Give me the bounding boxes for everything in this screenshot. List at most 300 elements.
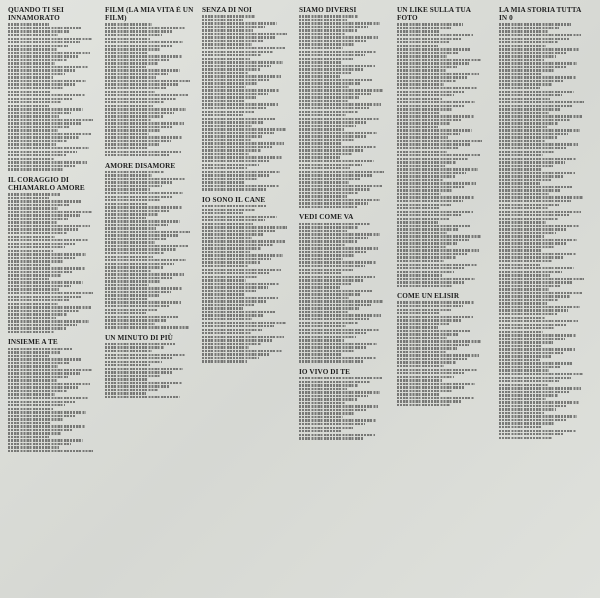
- lyric-line: [397, 301, 474, 303]
- lyric-line: [105, 48, 160, 50]
- lyric-line: [8, 397, 88, 399]
- lyric-line: [105, 368, 183, 370]
- lyric-line: [8, 257, 75, 259]
- lyric-line: [499, 430, 576, 432]
- lyric-line: [299, 178, 360, 180]
- lyric-line: [299, 114, 346, 116]
- lyric-line: [499, 140, 545, 142]
- lyric-line: [397, 52, 459, 54]
- lyric-line: [105, 38, 150, 40]
- lyric-line: [8, 147, 89, 149]
- lyric-line: [105, 129, 161, 131]
- lyric-line: [299, 395, 368, 397]
- lyric-line: [299, 195, 347, 197]
- lyric-line: [499, 179, 551, 181]
- lyric-line: [299, 139, 354, 141]
- lyric-line: [105, 385, 170, 387]
- lyric-line: [8, 246, 65, 248]
- lyric-line: [299, 357, 376, 359]
- lyric-line: [499, 80, 564, 82]
- lyric-line: [499, 422, 554, 424]
- lyric-line: [105, 389, 158, 391]
- lyric-line: [8, 331, 54, 333]
- lyric-line: [397, 354, 479, 356]
- lyric-line: [397, 83, 444, 85]
- lyrics-text: [299, 14, 389, 209]
- lyric-line: [397, 333, 459, 335]
- lyric-line: [499, 278, 584, 280]
- lyric-line: [299, 51, 376, 53]
- lyric-line: [105, 245, 188, 247]
- lyric-line: [8, 267, 85, 269]
- lyric-line: [299, 185, 382, 187]
- lyric-line: [105, 224, 168, 226]
- lyrics-text: [299, 222, 389, 364]
- lyrics-text: [8, 22, 98, 171]
- lyrics-text: [499, 22, 589, 440]
- lyric-line: [8, 274, 61, 276]
- lyric-line: [105, 234, 178, 236]
- lyric-line: [202, 96, 256, 98]
- lyric-line: [499, 66, 566, 68]
- lyric-line: [105, 140, 171, 142]
- lyric-line: [397, 211, 473, 213]
- lyric-line: [202, 139, 251, 141]
- lyric-line: [105, 108, 186, 110]
- lyric-line: [397, 305, 463, 307]
- lyric-line: [8, 48, 57, 50]
- song-block: [105, 162, 195, 330]
- lyric-line: [397, 66, 457, 68]
- lyric-line: [105, 52, 148, 54]
- lyric-line: [202, 142, 284, 144]
- lyric-line: [202, 314, 264, 316]
- lyric-line: [299, 276, 375, 278]
- lyric-line: [105, 188, 150, 190]
- lyric-line: [397, 143, 470, 145]
- lyric-line: [8, 83, 75, 85]
- lyric-line: [299, 22, 380, 24]
- lyrics-text: [105, 170, 195, 330]
- lyric-line: [499, 218, 558, 220]
- lyric-line: [105, 263, 174, 265]
- lyric-line: [202, 279, 246, 281]
- lyric-line: [499, 228, 567, 230]
- lyric-line: [202, 43, 252, 45]
- lyric-line: [499, 101, 584, 103]
- lyric-line: [499, 331, 543, 333]
- lyric-line: [8, 429, 73, 431]
- lyric-line: [105, 59, 170, 61]
- lyric-line: [397, 193, 441, 195]
- lyric-line: [8, 94, 85, 96]
- lyric-line: [202, 47, 285, 49]
- song-title: VEDI COME VA: [299, 213, 354, 222]
- lyric-line: [499, 161, 565, 163]
- song-title: COME UN ELISIR: [397, 292, 460, 301]
- lyric-line: [397, 136, 448, 138]
- lyric-line: [105, 241, 155, 243]
- lyric-line: [299, 153, 352, 155]
- lyric-line: [8, 207, 58, 209]
- lyric-line: [202, 343, 261, 345]
- lyric-line: [105, 91, 155, 93]
- lyric-line: [8, 34, 58, 36]
- lyric-line: [299, 33, 345, 35]
- lyric-line: [202, 226, 287, 228]
- lyric-line: [299, 353, 342, 355]
- lyric-line: [397, 390, 452, 392]
- lyric-line: [105, 126, 173, 128]
- lyric-line: [499, 126, 547, 128]
- lyric-line: [8, 158, 54, 160]
- lyric-line: [397, 344, 469, 346]
- lyric-line: [8, 425, 85, 427]
- lyric-line: [299, 297, 349, 299]
- lyric-line: [202, 339, 272, 341]
- lyric-line: [299, 269, 353, 271]
- lyric-line: [499, 112, 549, 114]
- lyric-line: [202, 205, 267, 207]
- lyric-line: [299, 343, 377, 345]
- lyric-line: [105, 23, 152, 25]
- lyric-line: [499, 48, 579, 50]
- lyric-line: [105, 122, 184, 124]
- lyric-line: [397, 246, 446, 248]
- lyric-line: [8, 197, 49, 199]
- lyric-line: [105, 326, 189, 328]
- lyric-line: [202, 118, 276, 120]
- lyric-line: [8, 351, 60, 353]
- lyric-line: [299, 419, 376, 421]
- lyric-line: [299, 93, 371, 95]
- lyric-line: [105, 319, 167, 321]
- lyric-line: [202, 79, 270, 81]
- lyric-line: [105, 259, 186, 261]
- lyric-line: [299, 188, 370, 190]
- lyric-line: [105, 206, 182, 208]
- lyric-line: [299, 286, 340, 288]
- lyric-line: [105, 69, 180, 71]
- lyric-line: [499, 309, 568, 311]
- lyric-line: [397, 76, 467, 78]
- lyric-line: [8, 408, 53, 410]
- lyric-line: [8, 80, 86, 82]
- lyric-line: [299, 72, 351, 74]
- lyric-line: [499, 143, 578, 145]
- lyric-line: [8, 313, 67, 315]
- lyric-line: [397, 59, 481, 61]
- lyric-line: [397, 253, 467, 255]
- lyric-line: [299, 283, 351, 285]
- lyric-line: [202, 251, 250, 253]
- lyric-line: [8, 126, 69, 128]
- lyric-line: [397, 62, 469, 64]
- lyric-line: [8, 320, 89, 322]
- lyric-line: [8, 228, 78, 230]
- lyric-line: [397, 256, 456, 258]
- lyric-line: [499, 133, 568, 135]
- lyric-line: [397, 122, 450, 124]
- song-block: [397, 292, 487, 407]
- lyric-line: [202, 58, 250, 60]
- lyric-line: [202, 89, 279, 91]
- lyrics-text: [105, 342, 195, 400]
- lyric-line: [202, 33, 287, 35]
- lyric-line: [499, 69, 554, 71]
- lyric-line: [202, 72, 248, 74]
- lyric-line: [8, 386, 78, 388]
- lyric-line: [202, 107, 266, 109]
- lyric-line: [499, 288, 549, 290]
- lyric-line: [397, 69, 446, 71]
- lyric-line: [499, 260, 552, 262]
- lyric-line: [105, 343, 175, 345]
- lyric-line: [299, 135, 366, 137]
- lyric-line: [105, 27, 185, 29]
- lyric-line: [397, 221, 438, 223]
- lyric-line: [105, 105, 153, 107]
- lyric-line: [499, 302, 547, 304]
- lyric-line: [8, 383, 90, 385]
- lyric-line: [299, 226, 358, 228]
- lyric-line: [202, 216, 277, 218]
- lyric-line: [499, 324, 567, 326]
- lyric-line: [105, 87, 166, 89]
- lyric-line: [299, 181, 349, 183]
- lyric-line: [202, 181, 245, 183]
- lyric-line: [105, 280, 161, 282]
- lyric-line: [202, 318, 252, 320]
- lyric-line: [499, 34, 581, 36]
- lyric-line: [105, 34, 162, 36]
- lyric-line: [499, 299, 558, 301]
- song-title: INSIEME A TE: [8, 338, 58, 347]
- lyric-line: [202, 223, 253, 225]
- lyric-line: [397, 393, 440, 395]
- lyric-line: [8, 55, 78, 57]
- lyric-line: [8, 450, 93, 452]
- lyric-line: [8, 38, 92, 40]
- lyric-line: [8, 62, 55, 64]
- lyric-line: [397, 196, 474, 198]
- lyric-line: [8, 443, 71, 445]
- lyric-line: [499, 182, 540, 184]
- lyric-line: [499, 129, 580, 131]
- lyric-line: [202, 322, 286, 324]
- lyric-line: [202, 36, 275, 38]
- lyric-line: [202, 174, 269, 176]
- lyric-line: [397, 249, 479, 251]
- lyric-line: [202, 307, 243, 309]
- lyric-line: [202, 160, 270, 162]
- lyric-line: [105, 112, 174, 114]
- lyric-line: [8, 372, 80, 374]
- lyric-line: [105, 294, 159, 296]
- lyric-line: [202, 82, 258, 84]
- lyric-line: [202, 357, 259, 359]
- lyric-line: [299, 265, 365, 267]
- lyric-line: [397, 397, 474, 399]
- lyric-line: [397, 27, 451, 29]
- lyric-line: [8, 66, 88, 68]
- lyric-line: [299, 318, 369, 320]
- lyric-line: [202, 283, 279, 285]
- lyric-line: [499, 154, 543, 156]
- lyric-line: [499, 405, 567, 407]
- lyric-line: [8, 239, 88, 241]
- lyric-line: [299, 311, 348, 313]
- lyric-line: [499, 168, 541, 170]
- lyric-line: [105, 154, 169, 156]
- lyric-line: [397, 161, 456, 163]
- song-block: [8, 176, 98, 335]
- lyric-line: [499, 412, 544, 414]
- lyric-line: [202, 350, 282, 352]
- lyric-line: [105, 203, 148, 205]
- lyric-line: [105, 364, 150, 366]
- lyric-line: [299, 156, 340, 158]
- lyric-line: [299, 118, 379, 120]
- lyric-line: [299, 82, 361, 84]
- lyric-line: [397, 285, 452, 287]
- lyric-line: [499, 189, 561, 191]
- lyric-line: [105, 375, 160, 377]
- lyric-line: [8, 393, 55, 395]
- lyric-line: [105, 252, 164, 254]
- lyric-line: [105, 371, 172, 373]
- lyric-line: [499, 27, 559, 29]
- lyric-line: [299, 107, 369, 109]
- lyric-line: [299, 160, 374, 162]
- lyric-line: [299, 100, 348, 102]
- lyrics-column-4: [299, 6, 389, 594]
- lyric-line: [397, 200, 463, 202]
- lyric-line: [299, 149, 364, 151]
- lyric-line: [299, 164, 362, 166]
- lyric-line: [105, 80, 190, 82]
- lyric-line: [499, 73, 542, 75]
- lyric-line: [8, 236, 55, 238]
- lyric-line: [105, 287, 182, 289]
- lyric-line: [8, 232, 67, 234]
- lyric-line: [299, 346, 366, 348]
- lyric-line: [397, 383, 475, 385]
- lyric-line: [299, 206, 357, 208]
- lyrics-text: [397, 300, 487, 407]
- lyric-line: [105, 361, 162, 363]
- lyric-line: [397, 186, 465, 188]
- song-block: [397, 6, 487, 288]
- lyric-line: [105, 83, 178, 85]
- lyric-line: [202, 19, 243, 21]
- lyric-line: [499, 246, 554, 248]
- lyric-line: [299, 388, 347, 390]
- lyric-line: [8, 129, 58, 131]
- lyric-line: [299, 96, 359, 98]
- lyric-line: [8, 324, 77, 326]
- lyric-line: [397, 147, 458, 149]
- lyric-line: [299, 384, 358, 386]
- lyric-line: [299, 293, 361, 295]
- lyric-line: [397, 351, 446, 353]
- lyric-line: [499, 119, 570, 121]
- lyric-line: [299, 398, 357, 400]
- lyric-line: [8, 271, 73, 273]
- lyric-line: [499, 359, 540, 361]
- lyric-line: [202, 29, 253, 31]
- lyric-line: [8, 91, 51, 93]
- lyric-line: [299, 350, 354, 352]
- lyric-line: [499, 419, 566, 421]
- lyric-line: [8, 211, 92, 213]
- lyric-line: [397, 41, 449, 43]
- lyric-line: [202, 219, 265, 221]
- lyric-line: [499, 52, 567, 54]
- lyric-line: [8, 404, 65, 406]
- lyric-line: [8, 161, 87, 163]
- lyric-line: [397, 80, 456, 82]
- lyric-line: [299, 79, 373, 81]
- lyrics-text: [299, 376, 389, 441]
- lyric-line: [105, 192, 183, 194]
- lyric-line: [299, 128, 344, 130]
- lyric-line: [8, 45, 68, 47]
- lyric-line: [299, 391, 380, 393]
- lyric-line: [397, 55, 447, 57]
- lyric-line: [499, 384, 548, 386]
- lyric-line: [299, 89, 383, 91]
- song-title: AMORE DISAMORE: [105, 161, 176, 170]
- lyric-line: [202, 114, 243, 116]
- lyric-line: [8, 133, 91, 135]
- song-block: [499, 6, 589, 440]
- lyric-line: [8, 59, 67, 61]
- lyric-line: [202, 22, 277, 24]
- lyric-line: [299, 36, 378, 38]
- lyric-line: [105, 98, 176, 100]
- lyric-line: [202, 304, 254, 306]
- lyric-line: [499, 433, 564, 435]
- lyric-line: [299, 142, 342, 144]
- lyric-line: [8, 87, 63, 89]
- lyric-line: [397, 204, 451, 206]
- song-block: [105, 6, 195, 158]
- lyric-line: [8, 140, 67, 142]
- lyric-line: [202, 297, 278, 299]
- lyric-line: [499, 207, 548, 209]
- lyric-line: [299, 279, 363, 281]
- lyric-line: [202, 178, 257, 180]
- lyric-line: [499, 211, 581, 213]
- lyric-line: [8, 52, 90, 54]
- lyric-line: [499, 59, 544, 61]
- lyric-line: [499, 83, 552, 85]
- lyric-line: [299, 125, 356, 127]
- lyric-line: [105, 277, 173, 279]
- lyric-line: [299, 360, 364, 362]
- lyric-line: [299, 332, 367, 334]
- lyric-line: [499, 415, 577, 417]
- lyric-line: [8, 112, 71, 114]
- lyric-line: [499, 401, 579, 403]
- lyrics-column-1: [8, 6, 98, 594]
- lyric-line: [8, 250, 53, 252]
- lyric-line: [499, 249, 542, 251]
- lyric-line: [105, 248, 176, 250]
- lyric-line: [397, 274, 442, 276]
- lyric-line: [397, 365, 444, 367]
